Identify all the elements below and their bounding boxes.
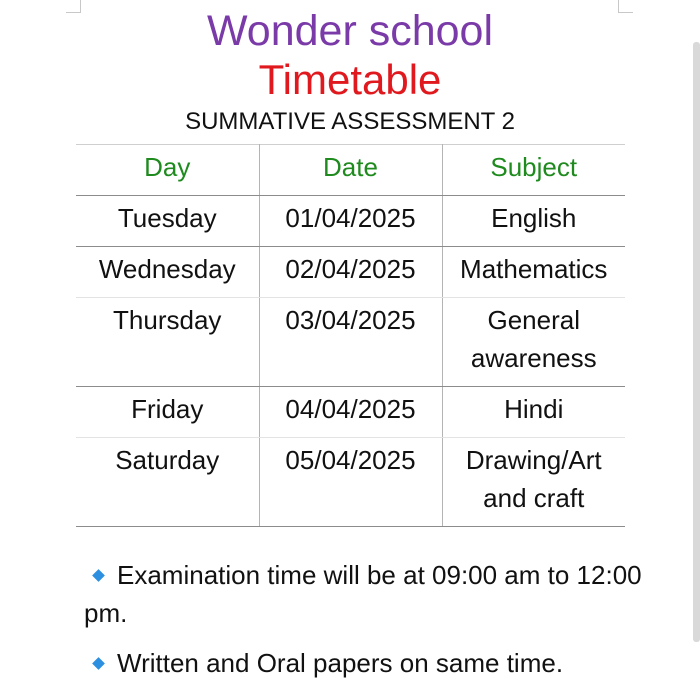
day-cell: Saturday	[76, 438, 259, 527]
table-row	[76, 247, 625, 298]
day-cell: Tuesday	[76, 196, 259, 247]
column-header-day: Day	[76, 145, 259, 196]
subject-cell: Hindi	[442, 387, 625, 438]
assessment-subtitle: SUMMATIVE ASSESSMENT 2	[185, 108, 515, 135]
day-cell: Friday	[76, 387, 259, 438]
subject-cell: English	[442, 196, 625, 247]
table-row	[76, 387, 625, 438]
diamond-bullet-icon	[92, 569, 105, 582]
timetable-table	[76, 144, 625, 527]
note-text: Written and Oral papers on same time.	[117, 648, 564, 678]
diamond-bullet-icon	[92, 657, 105, 670]
note-papers	[84, 644, 644, 682]
subject-cell: Drawing/Art and craft	[442, 438, 625, 527]
table-header-row	[76, 145, 625, 196]
note-text: Examination time will be at 09:00 am to 12:00 pm.	[84, 560, 642, 628]
date-cell: 02/04/2025	[259, 247, 442, 298]
date-cell: 05/04/2025	[259, 438, 442, 527]
subject-cell: General awareness	[442, 298, 625, 387]
school-name: Wonder school	[206, 7, 494, 55]
column-header-subject: Subject	[442, 145, 625, 196]
subject-cell: Mathematics	[442, 247, 625, 298]
notes-list	[84, 556, 644, 694]
date-cell: 04/04/2025	[259, 387, 442, 438]
date-cell: 03/04/2025	[259, 298, 442, 387]
column-header-date: Date	[259, 145, 442, 196]
day-cell: Wednesday	[76, 247, 259, 298]
table-row	[76, 196, 625, 247]
page-title: Timetable	[258, 56, 442, 103]
day-cell: Thursday	[76, 298, 259, 387]
table-row	[76, 438, 625, 527]
note-exam-time	[84, 556, 644, 632]
table-row	[76, 298, 625, 387]
date-cell: 01/04/2025	[259, 196, 442, 247]
